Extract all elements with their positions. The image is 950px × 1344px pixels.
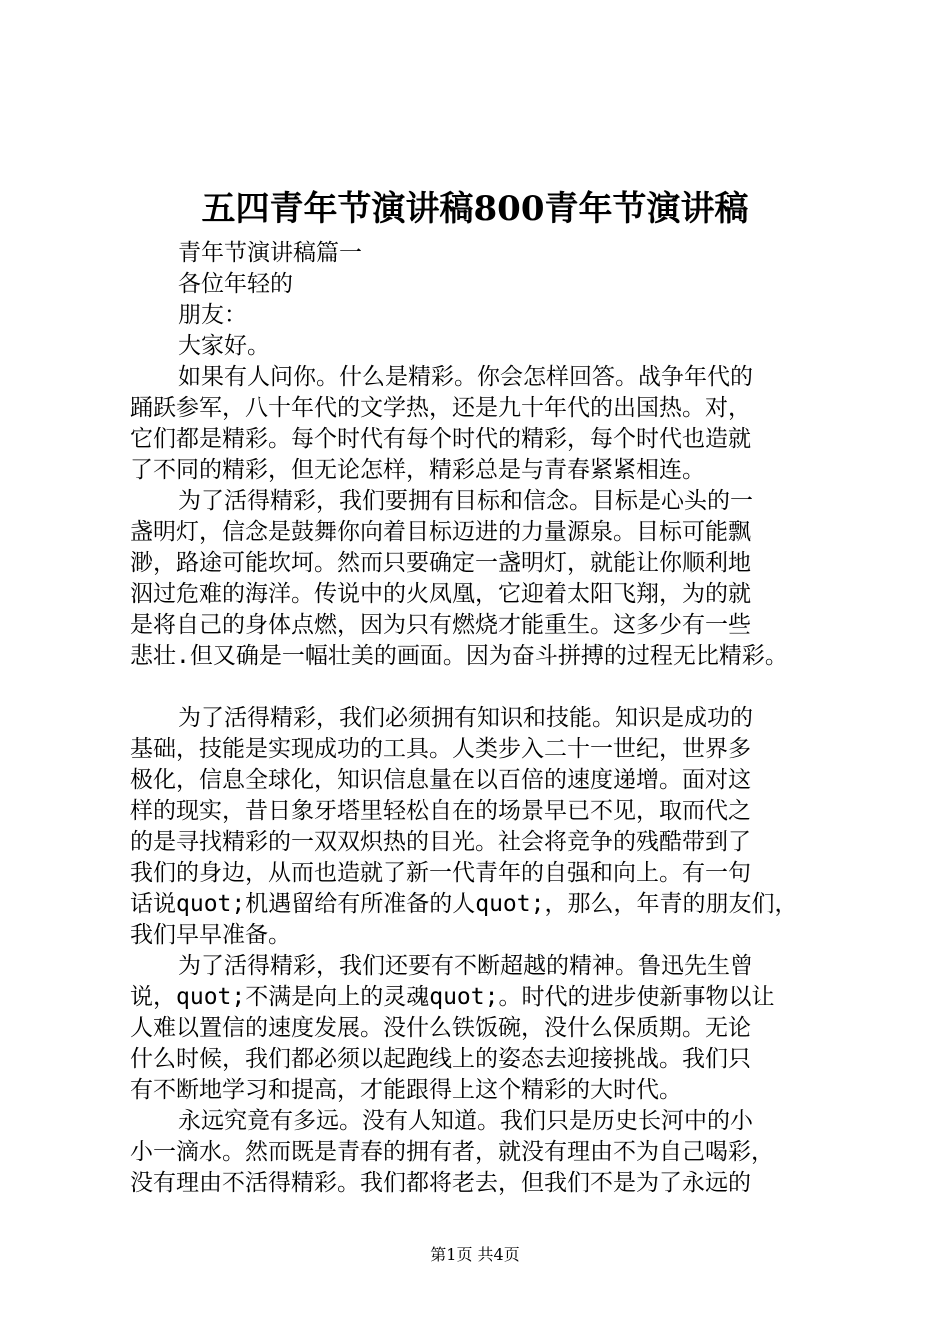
text-line: 悲壮.但又确是一幅壮美的画面。因为奋斗拼搏的过程无比精彩。	[130, 643, 788, 669]
text-line: 有不断地学习和提高，才能跟得上这个精彩的大时代。	[130, 1077, 682, 1103]
text-line: 没有理由不活得精彩。我们都将老去，但我们不是为了永远的	[130, 1170, 751, 1196]
text-line: 的是寻找精彩的一双双炽热的目光。社会将竞争的残酷带到了	[130, 829, 751, 855]
text-line: 我们早早准备。	[130, 922, 291, 948]
text-line: 是将自己的身体点燃，因为只有燃烧才能重生。这多少有一些	[130, 612, 751, 638]
text-line: 人难以置信的速度发展。没什么铁饭碗，没什么保质期。无论	[130, 1015, 751, 1041]
document-body	[130, 238, 830, 1199]
text-line: 小一滴水。然而既是青春的拥有者，就没有理由不为自己喝彩，	[130, 1139, 774, 1165]
text-line: 青年节演讲稿篇一	[178, 240, 362, 266]
text-line: 样的现实，昔日象牙塔里轻松自在的场景早已不见，取而代之	[130, 798, 751, 824]
text-line: 渺，路途可能坎坷。然而只要确定一盏明灯，就能让你顺利地	[130, 550, 751, 576]
text-line: 我们的身边，从而也造就了新一代青年的自强和向上。有一句	[130, 860, 751, 886]
text-line: 各位年轻的	[178, 271, 293, 297]
text-line: 大家好。	[178, 333, 270, 359]
text-line: 盏明灯，信念是鼓舞你向着目标迈进的力量源泉。目标可能飘	[130, 519, 751, 545]
text-line: 朋友：	[178, 302, 247, 328]
document-title: 五四青年节演讲稿800青年节演讲稿	[201, 189, 749, 229]
text-line: 基础，技能是实现成功的工具。人类步入二十一世纪，世界多	[130, 736, 751, 762]
text-line: 泅过危难的海洋。传说中的火凤凰，它迎着太阳飞翔，为的就	[130, 581, 751, 607]
paragraph-gap	[130, 672, 830, 703]
text-line: 什么时候，我们都必须以起跑线上的姿态去迎接挑战。我们只	[130, 1046, 751, 1072]
text-line: 它们都是精彩。每个时代有每个时代的精彩，每个时代也造就	[130, 426, 751, 452]
text-line: 为了活得精彩，我们还要有不断超越的精神。鲁迅先生曾	[178, 953, 753, 979]
page-number-footer: 第1页 共4页	[430, 1245, 520, 1264]
text-line: 踊跃参军，八十年代的文学热，还是九十年代的出国热。对，	[130, 395, 751, 421]
text-line: 为了活得精彩，我们必须拥有知识和技能。知识是成功的	[178, 705, 753, 731]
text-line: 永远究竟有多远。没有人知道。我们只是历史长河中的小	[178, 1108, 753, 1134]
text-line: 了不同的精彩，但无论怎样，精彩总是与青春紧紧相连。	[130, 457, 705, 483]
text-line: 说，quot;不满是向上的灵魂quot;。时代的进步使新事物以让	[130, 984, 775, 1010]
text-line: 为了活得精彩，我们要拥有目标和信念。目标是心头的一	[178, 488, 753, 514]
text-line: 话说quot;机遇留给有所准备的人quot;，那么，年青的朋友们，	[130, 891, 798, 917]
text-line: 极化，信息全球化，知识信息量在以百倍的速度递增。面对这	[130, 767, 751, 793]
text-line: 如果有人问你。什么是精彩。你会怎样回答。战争年代的	[178, 364, 753, 390]
